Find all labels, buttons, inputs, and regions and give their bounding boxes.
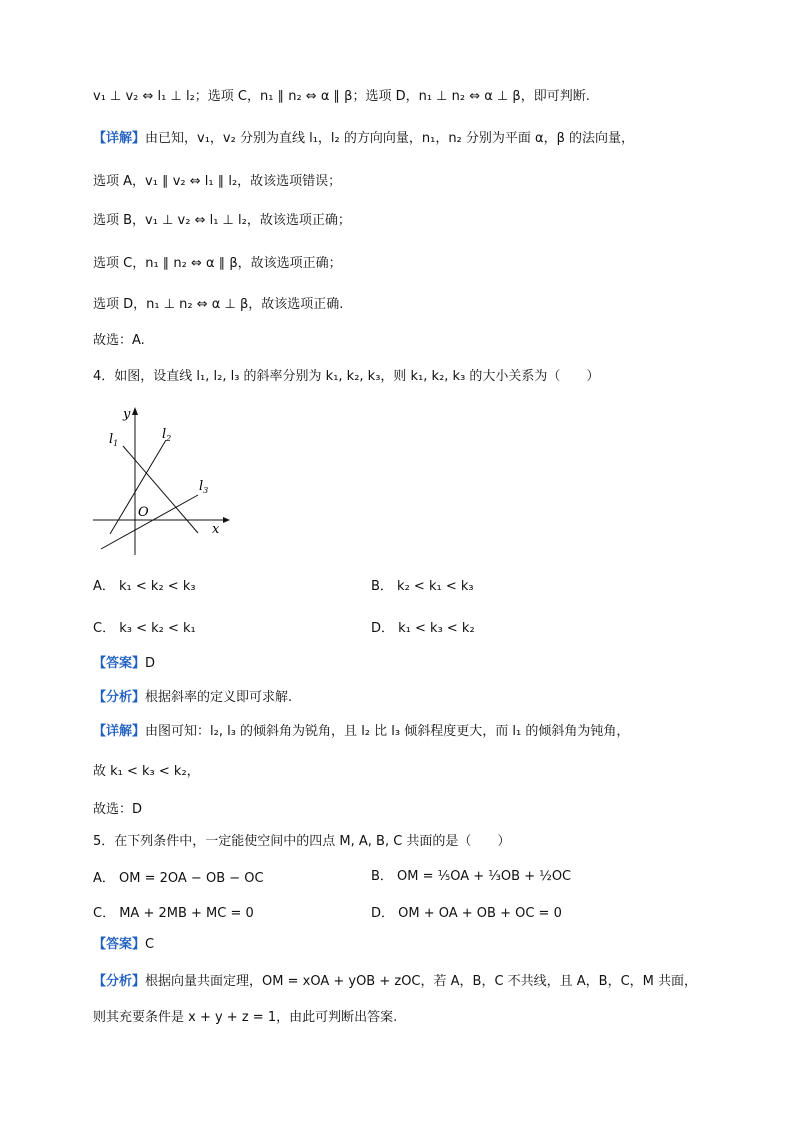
x-axis-label: x (212, 522, 220, 537)
detail-text: 由已知，v₁，v₂ 分别为直线 l₁，l₂ 的方向向量，n₁，n₂ 分别为平面 α，β 的法向量， (145, 131, 635, 146)
option-d-analysis: 选项 D，n₁ ⊥ n₂ ⇔ α ⊥ β，故该选项正确. (93, 297, 344, 312)
y-axis-arrow (132, 407, 138, 415)
analysis-text: 根据斜率的定义即可求解. (145, 690, 293, 705)
detail-text: 由图可知：l₂, l₃ 的倾斜角为锐角，且 l₂ 比 l₃ 倾斜程度更大，而 l₁ 的倾斜角为钝角， (145, 724, 630, 739)
answer-selection: 故选：A. (93, 333, 145, 348)
q4-option-a: A． k₁ < k₂ < k₃ (93, 579, 196, 594)
answer-tag: 【答案】 (93, 656, 146, 671)
slope-figure (88, 403, 238, 558)
line-l3 (101, 495, 198, 549)
q5-analysis (93, 973, 697, 991)
detail-paragraph (93, 130, 634, 148)
q4-analysis (93, 689, 292, 707)
q4-detail (93, 723, 629, 741)
origin-label: O (138, 505, 149, 520)
q4-conclusion: 故 k₁ < k₃ < k₂， (93, 764, 200, 779)
text-line: v₁ ⊥ v₂ ⇔ l₁ ⊥ l₂；选项 C，n₁ ∥ n₂ ⇔ α ∥ β；选项 D，n₁ ⊥ n₂ ⇔ α ⊥ β，即可判断. (93, 89, 590, 104)
answer-value: C (145, 937, 155, 952)
analysis-text: 根据向量共面定理，OM = xOA + yOB + zOC，若 A，B，C 不共线，且 A，B，C，M 共面， (145, 974, 698, 989)
question-5: 5．在下列条件中，一定能使空间中的四点 M, A, B, C 共面的是（ ） (93, 834, 511, 849)
q4-option-d: D． k₁ < k₃ < k₂ (371, 621, 475, 636)
detail-tag: 【详解】 (93, 724, 146, 739)
analysis-tag: 【分析】 (93, 974, 146, 989)
l2-label: $l_2$ (162, 427, 172, 443)
option-c-analysis: 选项 C，n₁ ∥ n₂ ⇔ α ∥ β，故该选项正确； (93, 256, 342, 271)
l3-label: $l_3$ (199, 479, 209, 495)
y-axis-label: y (123, 407, 131, 422)
q5-option-d: D． OM + OA + OB + OC = 0 (371, 906, 562, 921)
q4-option-b: B． k₂ < k₁ < k₃ (371, 579, 474, 594)
q5-option-c: C． MA + 2MB + MC = 0 (93, 906, 254, 921)
answer-value: D (145, 656, 156, 671)
q5-option-a: A． OM = 2OA − OB − OC (93, 871, 264, 886)
detail-tag: 【详解】 (93, 131, 146, 146)
q4-answer (93, 655, 155, 673)
q5-analysis-continued: 则其充要条件是 x + y + z = 1，由此可判断出答案. (93, 1010, 398, 1025)
l1-label: $l_1$ (109, 432, 119, 448)
option-a-analysis: 选项 A，v₁ ∥ v₂ ⇔ l₁ ∥ l₂，故该选项错误； (93, 174, 342, 189)
q5-option-b: B． OM = ⅕OA + ⅓OB + ½OC (371, 869, 572, 884)
answer-tag: 【答案】 (93, 937, 146, 952)
q5-answer (93, 936, 154, 954)
analysis-tag: 【分析】 (93, 690, 146, 705)
x-axis-arrow (223, 517, 230, 523)
question-4: 4．如图，设直线 l₁, l₂, l₃ 的斜率分别为 k₁, k₂, k₃，则 k₁, k₂, k₃ 的大小关系为（ ） (93, 369, 600, 384)
option-b-analysis: 选项 B，v₁ ⊥ v₂ ⇔ l₁ ⊥ l₂，故该选项正确； (93, 213, 351, 228)
q4-option-c: C． k₃ < k₂ < k₁ (93, 621, 196, 636)
q4-selection: 故选：D (93, 802, 143, 817)
